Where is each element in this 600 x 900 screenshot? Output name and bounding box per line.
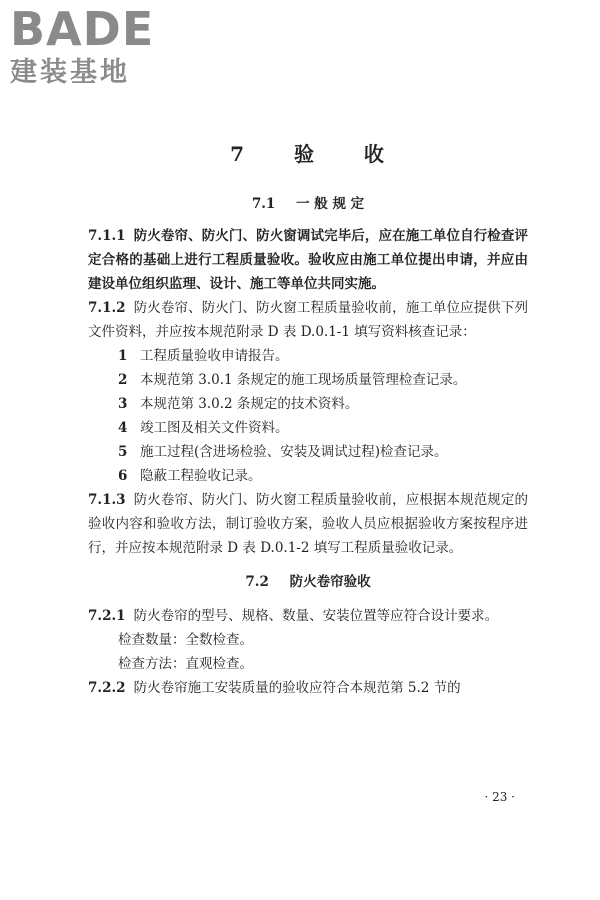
- logo-brand-text: BADE: [10, 2, 155, 56]
- clause-text: 防火卷帘、防火门、防火窗工程质量验收前，施工单位应提供下列文件资料，并应按本规范附录 D 表 D.0.1-1 填写资料核查记录：: [88, 300, 528, 340]
- chapter-title: [88, 138, 528, 167]
- item-text: 隐蔽工程验收记录。: [140, 468, 262, 484]
- clause-number: 7.2.2: [88, 680, 126, 696]
- item-number: 6: [118, 468, 128, 484]
- list-item: [88, 392, 528, 416]
- list-item: [88, 368, 528, 392]
- inspection-quantity: 检查数量：全数检查。: [118, 632, 253, 648]
- page-content: [88, 138, 528, 700]
- section-title: 防火卷帘验收: [289, 574, 371, 590]
- section-number: 7.1: [251, 196, 276, 212]
- chapter-title-part-b: 收: [363, 142, 386, 166]
- item-number: 2: [118, 372, 128, 388]
- clause-7-2-1: [88, 604, 528, 628]
- item-text: 施工过程(含进场检验、安装及调试过程)检查记录。: [140, 444, 448, 460]
- clause-7-2-2: [88, 676, 528, 700]
- clause-number: 7.2.1: [88, 608, 126, 624]
- list-item: [88, 440, 528, 464]
- chapter-number: 7: [230, 142, 247, 166]
- item-text: 竣工图及相关文件资料。: [140, 420, 289, 436]
- item-text: 工程质量验收申请报告。: [140, 348, 289, 364]
- inspection-method: 检查方法：直观检查。: [118, 656, 253, 672]
- item-number: 4: [118, 420, 128, 436]
- clause-number: 7.1.3: [88, 492, 126, 508]
- list-item: [88, 464, 528, 488]
- clause-text: 防火卷帘施工安装质量的验收应符合本规范第 5.2 节的: [133, 680, 461, 696]
- list-item: [88, 344, 528, 368]
- clause-text: 防火卷帘、防火门、防火窗工程质量验收前，应根据本规范规定的验收内容和验收方法，制订验收方案，验收人员应根据验收方案按程序进行，并应按本规范附录 D 表 D.0.1-2 填写工程质量验收记录。: [88, 492, 528, 556]
- clause-number: 7.1.1: [88, 228, 126, 244]
- section-number: 7.2: [245, 574, 269, 590]
- page-number: · 23 ·: [484, 790, 515, 804]
- clause-text: 防火卷帘、防火门、防火窗调试完毕后，应在施工单位自行检查评定合格的基础上进行工程质量验收。验收应由施工单位提出申请，并应由建设单位组织监理、设计、施工等单位共同实施。: [88, 228, 528, 292]
- section-heading-7-2: [88, 570, 528, 590]
- clause-7-1-2: [88, 296, 528, 344]
- logo-subtitle: 建装基地: [10, 57, 130, 88]
- item-number: 5: [118, 444, 128, 460]
- section-heading-7-1: [88, 192, 528, 212]
- item-text: 本规范第 3.0.1 条规定的施工现场质量管理检查记录。: [140, 372, 467, 388]
- clause-7-1-1: [88, 224, 528, 296]
- item-number: 1: [118, 348, 128, 364]
- list-item: [88, 416, 528, 440]
- item-text: 本规范第 3.0.2 条规定的技术资料。: [140, 396, 359, 412]
- item-number: 3: [118, 396, 128, 412]
- chapter-title-part-a: 验: [293, 142, 316, 166]
- section-title: 一 般 规 定: [296, 196, 365, 212]
- brand-logo: [10, 2, 190, 96]
- clause-text: 防火卷帘的型号、规格、数量、安装位置等应符合设计要求。: [133, 608, 499, 624]
- clause-7-1-3: [88, 488, 528, 560]
- clause-number: 7.1.2: [88, 300, 126, 316]
